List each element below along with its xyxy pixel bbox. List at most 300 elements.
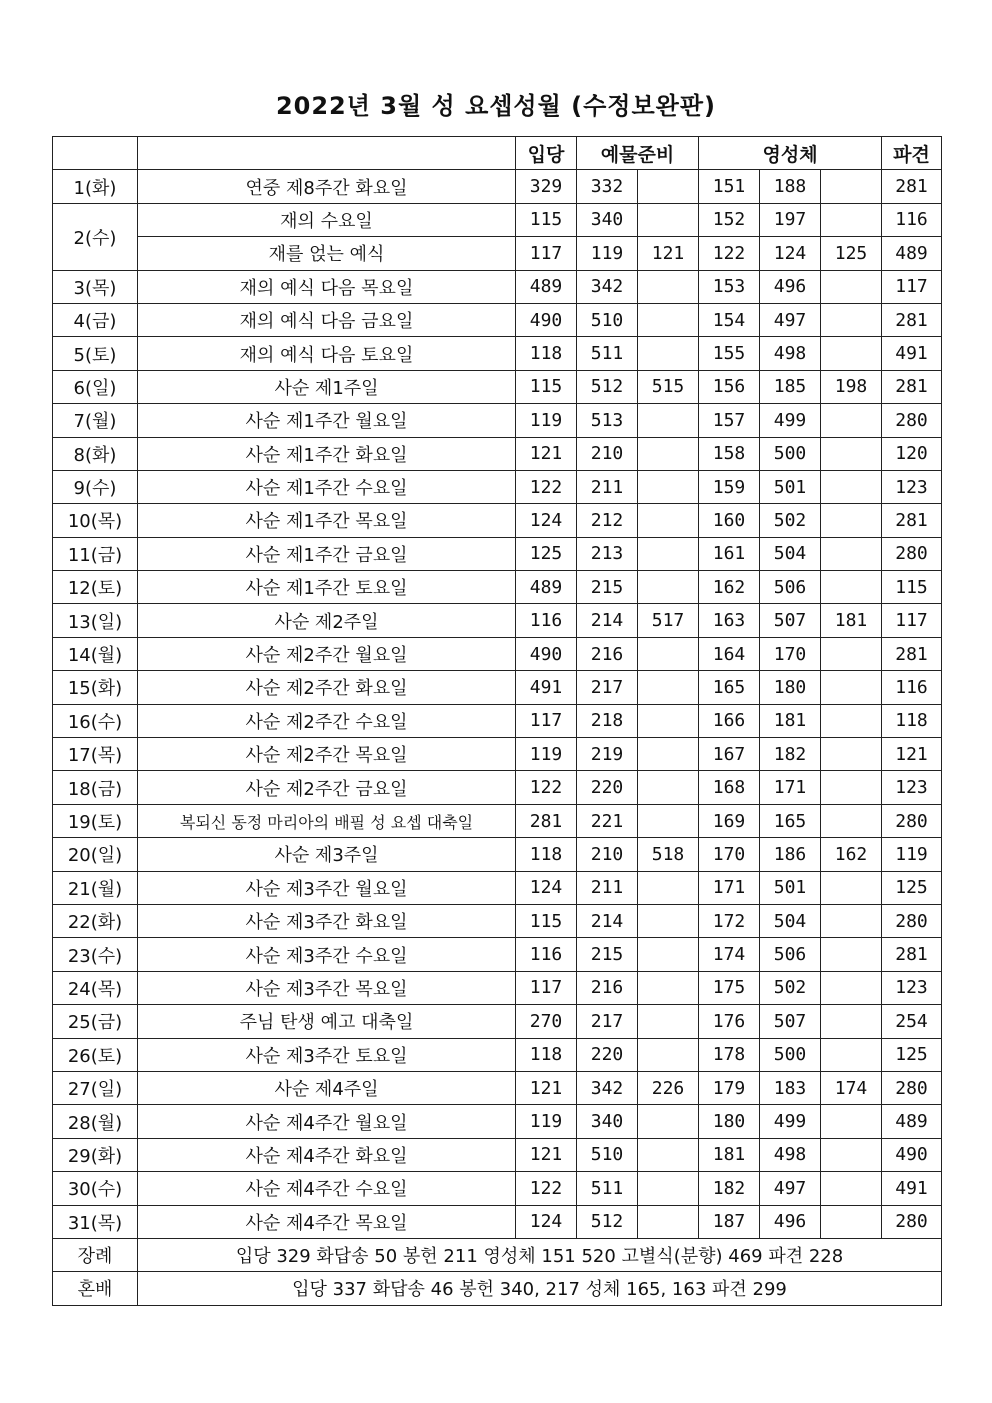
communion-hymn-3 (821, 404, 882, 437)
communion-hymn-3 (821, 1138, 882, 1171)
page-title: 2022년 3월 성 요셉성월 (수정보완판) (275, 92, 717, 120)
communion-hymn-2: 186 (760, 838, 821, 871)
communion-hymn-2: 185 (760, 370, 821, 403)
day-cell: 17(목) (53, 738, 138, 771)
offertory-hymn-2: 517 (638, 604, 699, 637)
communion-hymn-2: 124 (760, 237, 821, 270)
offertory-hymn-1: 510 (577, 1138, 638, 1171)
offertory-hymn-2 (638, 904, 699, 937)
table-row (53, 738, 942, 771)
communion-hymn-1: 166 (699, 704, 760, 737)
communion-hymn-1: 181 (699, 1138, 760, 1171)
offertory-hymn-2 (638, 1172, 699, 1205)
entrance-hymn: 119 (516, 738, 577, 771)
communion-hymn-1: 162 (699, 571, 760, 604)
communion-hymn-1: 169 (699, 804, 760, 837)
table-row (53, 203, 942, 236)
table-row (53, 1172, 942, 1205)
offertory-hymn-2 (638, 1205, 699, 1238)
offertory-hymn-2 (638, 203, 699, 236)
communion-hymn-2: 501 (760, 470, 821, 503)
entrance-hymn: 489 (516, 571, 577, 604)
communion-hymn-2: 197 (760, 203, 821, 236)
feast-cell: 사순 제3주일 (138, 838, 516, 871)
offertory-hymn-1: 511 (577, 337, 638, 370)
offertory-hymn-1: 220 (577, 1038, 638, 1071)
feast-cell: 사순 제1주간 수요일 (138, 470, 516, 503)
offertory-hymn-1: 212 (577, 504, 638, 537)
table-row (53, 303, 942, 336)
communion-hymn-1: 151 (699, 170, 760, 203)
wedding-hymns: 입당 337 화답송 46 봉헌 340, 217 성체 165, 163 파견 299 (138, 1272, 942, 1305)
offertory-hymn-1: 342 (577, 1071, 638, 1104)
table-row (53, 437, 942, 470)
communion-hymn-2: 498 (760, 1138, 821, 1171)
offertory-hymn-2 (638, 437, 699, 470)
day-cell: 4(금) (53, 303, 138, 336)
communion-hymn-1: 178 (699, 1038, 760, 1071)
communion-hymn-1: 180 (699, 1105, 760, 1138)
communion-hymn-1: 168 (699, 771, 760, 804)
offertory-hymn-1: 512 (577, 1205, 638, 1238)
feast-cell: 사순 제2주간 화요일 (138, 671, 516, 704)
day-cell: 13(일) (53, 604, 138, 637)
day-cell: 6(일) (53, 370, 138, 403)
communion-hymn-1: 182 (699, 1172, 760, 1205)
day-cell: 9(수) (53, 470, 138, 503)
dismissal-hymn: 281 (882, 637, 942, 670)
dismissal-hymn: 491 (882, 337, 942, 370)
day-cell: 19(토) (53, 804, 138, 837)
entrance-hymn: 117 (516, 971, 577, 1004)
feast-cell: 사순 제2주간 월요일 (138, 637, 516, 670)
table-row (53, 1071, 942, 1104)
communion-hymn-3 (821, 771, 882, 804)
offertory-hymn-2 (638, 671, 699, 704)
table-row (53, 270, 942, 303)
table-row (53, 1138, 942, 1171)
offertory-hymn-1: 210 (577, 838, 638, 871)
communion-hymn-1: 187 (699, 1205, 760, 1238)
feast-cell: 주님 탄생 예고 대축일 (138, 1005, 516, 1038)
entrance-hymn: 121 (516, 437, 577, 470)
table-row (53, 704, 942, 737)
communion-hymn-3: 198 (821, 370, 882, 403)
offertory-hymn-2 (638, 871, 699, 904)
dismissal-hymn: 125 (882, 1038, 942, 1071)
day-cell: 1(화) (53, 170, 138, 203)
feast-cell: 연중 제8주간 화요일 (138, 170, 516, 203)
feast-cell: 사순 제3주간 화요일 (138, 904, 516, 937)
communion-hymn-3 (821, 170, 882, 203)
dismissal-hymn: 280 (882, 537, 942, 570)
communion-hymn-2: 502 (760, 504, 821, 537)
feast-cell: 사순 제2주간 금요일 (138, 771, 516, 804)
day-cell: 27(일) (53, 1071, 138, 1104)
offertory-hymn-2 (638, 1138, 699, 1171)
feast-cell: 사순 제2주간 수요일 (138, 704, 516, 737)
day-cell: 14(월) (53, 637, 138, 670)
communion-hymn-2: 507 (760, 1005, 821, 1038)
offertory-hymn-2: 515 (638, 370, 699, 403)
dismissal-hymn: 280 (882, 1205, 942, 1238)
communion-hymn-1: 165 (699, 671, 760, 704)
header-row (53, 137, 942, 170)
table-row (53, 370, 942, 403)
dismissal-hymn: 490 (882, 1138, 942, 1171)
table-row (53, 637, 942, 670)
day-cell: 2(수) (53, 203, 138, 270)
communion-hymn-1: 167 (699, 738, 760, 771)
communion-hymn-1: 160 (699, 504, 760, 537)
entrance-hymn: 118 (516, 838, 577, 871)
day-cell: 10(목) (53, 504, 138, 537)
communion-hymn-2: 501 (760, 871, 821, 904)
header-entrance: 입당 (516, 137, 577, 170)
entrance-hymn: 115 (516, 904, 577, 937)
communion-hymn-2: 497 (760, 303, 821, 336)
table-row (53, 237, 942, 270)
communion-hymn-3 (821, 938, 882, 971)
entrance-hymn: 119 (516, 404, 577, 437)
offertory-hymn-1: 211 (577, 470, 638, 503)
offertory-hymn-1: 342 (577, 270, 638, 303)
offertory-hymn-1: 213 (577, 537, 638, 570)
dismissal-hymn: 120 (882, 437, 942, 470)
funeral-row (53, 1238, 942, 1271)
dismissal-hymn: 281 (882, 504, 942, 537)
communion-hymn-2: 180 (760, 671, 821, 704)
table-row (53, 838, 942, 871)
communion-hymn-1: 157 (699, 404, 760, 437)
offertory-hymn-2 (638, 1038, 699, 1071)
offertory-hymn-2 (638, 303, 699, 336)
table-row (53, 938, 942, 971)
communion-hymn-3: 162 (821, 838, 882, 871)
offertory-hymn-2 (638, 971, 699, 1004)
dismissal-hymn: 281 (882, 938, 942, 971)
dismissal-hymn: 280 (882, 404, 942, 437)
entrance-hymn: 124 (516, 504, 577, 537)
offertory-hymn-2 (638, 938, 699, 971)
table-row (53, 804, 942, 837)
feast-cell: 사순 제4주간 화요일 (138, 1138, 516, 1171)
dismissal-hymn: 489 (882, 237, 942, 270)
communion-hymn-2: 170 (760, 637, 821, 670)
communion-hymn-1: 161 (699, 537, 760, 570)
offertory-hymn-1: 215 (577, 571, 638, 604)
communion-hymn-2: 502 (760, 971, 821, 1004)
entrance-hymn: 124 (516, 1205, 577, 1238)
dismissal-hymn: 280 (882, 904, 942, 937)
communion-hymn-1: 176 (699, 1005, 760, 1038)
day-cell: 16(수) (53, 704, 138, 737)
communion-hymn-1: 122 (699, 237, 760, 270)
table-row (53, 971, 942, 1004)
feast-cell: 사순 제3주간 목요일 (138, 971, 516, 1004)
communion-hymn-3 (821, 504, 882, 537)
offertory-hymn-1: 211 (577, 871, 638, 904)
communion-hymn-1: 171 (699, 871, 760, 904)
day-cell: 21(월) (53, 871, 138, 904)
offertory-hymn-2 (638, 637, 699, 670)
header-feast (138, 137, 516, 170)
communion-hymn-3 (821, 203, 882, 236)
header-day (53, 137, 138, 170)
header-communion: 영성체 (699, 137, 882, 170)
entrance-hymn: 491 (516, 671, 577, 704)
dismissal-hymn: 116 (882, 671, 942, 704)
funeral-hymns: 입당 329 화답송 50 봉헌 211 영성체 151 520 고별식(분향) 469 파견 228 (138, 1238, 942, 1271)
table-row (53, 904, 942, 937)
communion-hymn-3 (821, 904, 882, 937)
feast-cell: 사순 제3주간 토요일 (138, 1038, 516, 1071)
offertory-hymn-1: 217 (577, 671, 638, 704)
communion-hymn-2: 499 (760, 404, 821, 437)
feast-cell: 사순 제1주간 토요일 (138, 571, 516, 604)
day-cell: 5(토) (53, 337, 138, 370)
feast-cell: 사순 제1주간 목요일 (138, 504, 516, 537)
dismissal-hymn: 489 (882, 1105, 942, 1138)
offertory-hymn-1: 215 (577, 938, 638, 971)
communion-hymn-3 (821, 1105, 882, 1138)
offertory-hymn-1: 216 (577, 971, 638, 1004)
day-cell: 11(금) (53, 537, 138, 570)
table-row (53, 1038, 942, 1071)
entrance-hymn: 125 (516, 537, 577, 570)
offertory-hymn-1: 340 (577, 1105, 638, 1138)
communion-hymn-3 (821, 1038, 882, 1071)
offertory-hymn-1: 340 (577, 203, 638, 236)
entrance-hymn: 121 (516, 1071, 577, 1104)
communion-hymn-3 (821, 738, 882, 771)
table-row (53, 1205, 942, 1238)
offertory-hymn-1: 511 (577, 1172, 638, 1205)
offertory-hymn-2 (638, 571, 699, 604)
offertory-hymn-1: 510 (577, 303, 638, 336)
table-row (53, 537, 942, 570)
communion-hymn-1: 156 (699, 370, 760, 403)
communion-hymn-2: 507 (760, 604, 821, 637)
entrance-hymn: 117 (516, 237, 577, 270)
communion-hymn-3 (821, 337, 882, 370)
entrance-hymn: 118 (516, 1038, 577, 1071)
dismissal-hymn: 254 (882, 1005, 942, 1038)
feast-cell: 재의 예식 다음 토요일 (138, 337, 516, 370)
dismissal-hymn: 117 (882, 604, 942, 637)
feast-cell: 사순 제2주간 목요일 (138, 738, 516, 771)
communion-hymn-3 (821, 470, 882, 503)
day-cell: 20(일) (53, 838, 138, 871)
communion-hymn-3 (821, 1205, 882, 1238)
offertory-hymn-1: 210 (577, 437, 638, 470)
offertory-hymn-1: 332 (577, 170, 638, 203)
entrance-hymn: 119 (516, 1105, 577, 1138)
feast-cell: 사순 제3주간 수요일 (138, 938, 516, 971)
day-cell: 18(금) (53, 771, 138, 804)
communion-hymn-3 (821, 1172, 882, 1205)
offertory-hymn-1: 214 (577, 904, 638, 937)
communion-hymn-2: 498 (760, 337, 821, 370)
dismissal-hymn: 123 (882, 971, 942, 1004)
communion-hymn-1: 179 (699, 1071, 760, 1104)
table-row (53, 1005, 942, 1038)
hymn-schedule-table (52, 136, 942, 1306)
offertory-hymn-2 (638, 537, 699, 570)
communion-hymn-3: 181 (821, 604, 882, 637)
communion-hymn-1: 155 (699, 337, 760, 370)
day-cell: 23(수) (53, 938, 138, 971)
entrance-hymn: 490 (516, 303, 577, 336)
day-cell: 8(화) (53, 437, 138, 470)
communion-hymn-1: 163 (699, 604, 760, 637)
entrance-hymn: 121 (516, 1138, 577, 1171)
feast-cell: 사순 제1주간 금요일 (138, 537, 516, 570)
communion-hymn-2: 188 (760, 170, 821, 203)
offertory-hymn-1: 119 (577, 237, 638, 270)
dismissal-hymn: 281 (882, 170, 942, 203)
communion-hymn-3 (821, 270, 882, 303)
dismissal-hymn: 123 (882, 470, 942, 503)
dismissal-hymn: 491 (882, 1172, 942, 1205)
communion-hymn-1: 174 (699, 938, 760, 971)
dismissal-hymn: 280 (882, 1071, 942, 1104)
dismissal-hymn: 119 (882, 838, 942, 871)
table-row (53, 671, 942, 704)
header-dismissal: 파견 (882, 137, 942, 170)
communion-hymn-2: 181 (760, 704, 821, 737)
dismissal-hymn: 280 (882, 804, 942, 837)
day-cell: 29(화) (53, 1138, 138, 1171)
communion-hymn-1: 154 (699, 303, 760, 336)
entrance-hymn: 124 (516, 871, 577, 904)
feast-cell: 사순 제1주간 월요일 (138, 404, 516, 437)
communion-hymn-3 (821, 537, 882, 570)
offertory-hymn-1: 220 (577, 771, 638, 804)
communion-hymn-1: 175 (699, 971, 760, 1004)
entrance-hymn: 489 (516, 270, 577, 303)
feast-cell: 사순 제4주일 (138, 1071, 516, 1104)
table-row (53, 1105, 942, 1138)
communion-hymn-3 (821, 571, 882, 604)
offertory-hymn-2 (638, 337, 699, 370)
funeral-label: 장례 (53, 1238, 138, 1271)
dismissal-hymn: 117 (882, 270, 942, 303)
offertory-hymn-2 (638, 270, 699, 303)
communion-hymn-2: 500 (760, 437, 821, 470)
entrance-hymn: 115 (516, 370, 577, 403)
offertory-hymn-2: 121 (638, 237, 699, 270)
day-cell: 7(월) (53, 404, 138, 437)
table-row (53, 871, 942, 904)
communion-hymn-1: 158 (699, 437, 760, 470)
communion-hymn-3: 125 (821, 237, 882, 270)
communion-hymn-1: 153 (699, 270, 760, 303)
feast-cell: 재의 예식 다음 목요일 (138, 270, 516, 303)
feast-cell: 사순 제4주간 목요일 (138, 1205, 516, 1238)
communion-hymn-3 (821, 303, 882, 336)
offertory-hymn-1: 219 (577, 738, 638, 771)
offertory-hymn-2 (638, 1105, 699, 1138)
communion-hymn-2: 504 (760, 904, 821, 937)
communion-hymn-2: 499 (760, 1105, 821, 1138)
entrance-hymn: 122 (516, 771, 577, 804)
communion-hymn-2: 182 (760, 738, 821, 771)
table-row (53, 170, 942, 203)
communion-hymn-2: 506 (760, 938, 821, 971)
communion-hymn-3: 174 (821, 1071, 882, 1104)
communion-hymn-3 (821, 637, 882, 670)
entrance-hymn: 115 (516, 203, 577, 236)
offertory-hymn-2 (638, 404, 699, 437)
communion-hymn-2: 496 (760, 1205, 821, 1238)
communion-hymn-2: 183 (760, 1071, 821, 1104)
wedding-row (53, 1272, 942, 1305)
table-row (53, 470, 942, 503)
communion-hymn-3 (821, 437, 882, 470)
table-row (53, 404, 942, 437)
table-row (53, 604, 942, 637)
offertory-hymn-2 (638, 804, 699, 837)
feast-cell: 사순 제4주간 수요일 (138, 1172, 516, 1205)
day-cell: 26(토) (53, 1038, 138, 1071)
offertory-hymn-1: 214 (577, 604, 638, 637)
dismissal-hymn: 116 (882, 203, 942, 236)
dismissal-hymn: 281 (882, 370, 942, 403)
offertory-hymn-2 (638, 704, 699, 737)
day-cell: 3(목) (53, 270, 138, 303)
dismissal-hymn: 123 (882, 771, 942, 804)
entrance-hymn: 490 (516, 637, 577, 670)
communion-hymn-1: 170 (699, 838, 760, 871)
offertory-hymn-1: 513 (577, 404, 638, 437)
day-cell: 22(화) (53, 904, 138, 937)
communion-hymn-3 (821, 1005, 882, 1038)
dismissal-hymn: 121 (882, 738, 942, 771)
offertory-hymn-1: 217 (577, 1005, 638, 1038)
entrance-hymn: 116 (516, 938, 577, 971)
communion-hymn-1: 164 (699, 637, 760, 670)
table-row (53, 504, 942, 537)
feast-cell: 복되신 동정 마리아의 배필 성 요셉 대축일 (138, 804, 516, 837)
communion-hymn-2: 500 (760, 1038, 821, 1071)
offertory-hymn-2 (638, 504, 699, 537)
table-row (53, 337, 942, 370)
table-row (53, 571, 942, 604)
offertory-hymn-2: 518 (638, 838, 699, 871)
entrance-hymn: 116 (516, 604, 577, 637)
header-offertory: 예물준비 (577, 137, 699, 170)
day-cell: 31(목) (53, 1205, 138, 1238)
day-cell: 12(토) (53, 571, 138, 604)
feast-cell: 사순 제1주간 화요일 (138, 437, 516, 470)
feast-cell: 사순 제3주간 월요일 (138, 871, 516, 904)
entrance-hymn: 117 (516, 704, 577, 737)
communion-hymn-2: 497 (760, 1172, 821, 1205)
day-cell: 24(목) (53, 971, 138, 1004)
communion-hymn-3 (821, 704, 882, 737)
offertory-hymn-1: 221 (577, 804, 638, 837)
offertory-hymn-2 (638, 170, 699, 203)
offertory-hymn-2 (638, 771, 699, 804)
feast-cell: 사순 제4주간 월요일 (138, 1105, 516, 1138)
day-cell: 28(월) (53, 1105, 138, 1138)
entrance-hymn: 122 (516, 1172, 577, 1205)
communion-hymn-2: 165 (760, 804, 821, 837)
dismissal-hymn: 115 (882, 571, 942, 604)
communion-hymn-2: 506 (760, 571, 821, 604)
offertory-hymn-1: 216 (577, 637, 638, 670)
